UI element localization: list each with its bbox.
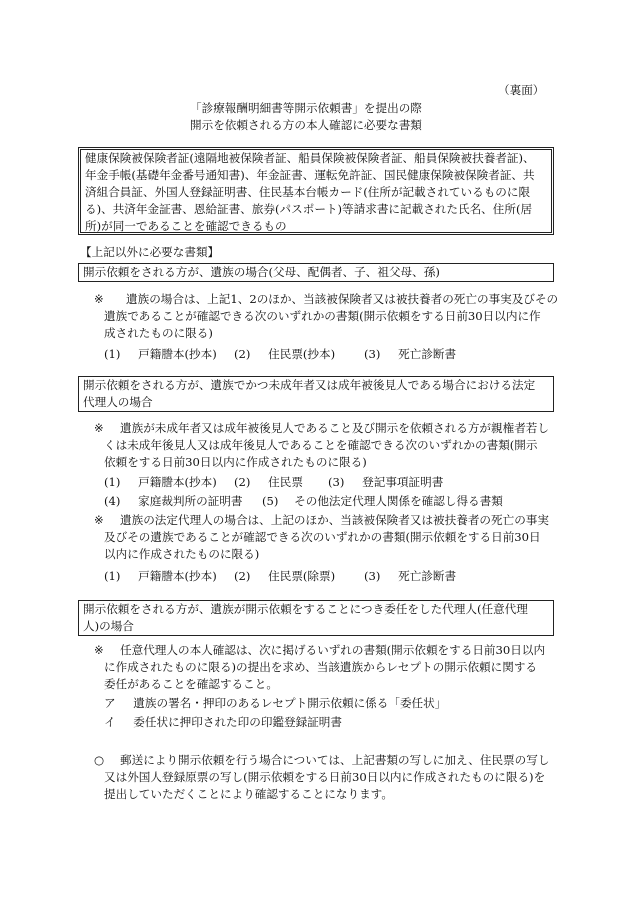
list-item [364, 346, 456, 363]
list-item [234, 568, 335, 585]
item-mark: イ [104, 715, 116, 729]
section1-heading: 開示依頼をされる方が、遺族の場合(父母、配偶者、子、祖父母、孫) [83, 265, 440, 279]
item-label: 死亡診断書 [398, 347, 457, 361]
additional-documents-heading: 【上記以外に必要な書類】 [80, 245, 220, 259]
list-item [104, 474, 217, 491]
page-title-line2: 開示を依頼される方の本人確認に必要な書類 [190, 118, 422, 132]
note-mark: ※ [94, 643, 104, 657]
id-documents-line: 済組合員証、外国人登録証明書、住民基本台帳カード(住所が記載されているものに限 [85, 185, 531, 199]
section3-heading-line: 開示依頼をされる方が、遺族が開示依頼をすることにつき委任をした代理人(任意代理 [83, 602, 528, 616]
item-number: (3) [364, 347, 381, 361]
section1-note-line: 成されたものに限る) [104, 326, 213, 340]
item-number: (3) [364, 569, 381, 583]
section2-note1-line: くは未成年後見人又は成年後見人であることを確認できる次のいずれかの書類(開示 [104, 438, 538, 452]
item-label: 戸籍謄本(抄本) [138, 569, 217, 583]
item-number: (2) [234, 347, 251, 361]
item-number: (1) [104, 347, 121, 361]
item-label: 戸籍謄本(抄本) [138, 475, 217, 489]
section3-heading-line: 人)の場合 [83, 619, 134, 633]
section2-note1-line: 依頼をする日前30日以内に作成されたものに限る) [104, 455, 367, 469]
list-item [328, 474, 443, 491]
section2-note2-line: 遺族の法定代理人の場合は、上記のほか、当該被保険者又は被扶養者の死亡の事実 [120, 513, 549, 527]
item-number: (3) [328, 475, 345, 489]
item-label: 委任状に押印された印の印鑑登録証明書 [133, 715, 342, 729]
list-item [104, 493, 242, 510]
page-title-line1: 「診療報酬明細書等開示依頼書」を提出の際 [190, 101, 422, 115]
section2-heading-line: 開示依頼をされる方が、遺族でかつ未成年者又は成年被後見人である場合における法定 [83, 378, 536, 392]
item-number: (1) [104, 569, 121, 583]
circle-mark: ○ [94, 753, 105, 767]
item-number: (1) [104, 475, 121, 489]
item-label: 死亡診断書 [398, 569, 457, 583]
section3-note-line: 任意代理人の本人確認は、次に掲げるいずれの書類(開示依頼をする日前30日以内 [120, 643, 546, 657]
list-item [234, 474, 303, 491]
id-documents-line: 年金手帳(基礎年金番号通知書)、年金証書、運転免許証、国民健康保険被保険者証、共 [85, 168, 535, 182]
item-label: 家庭裁判所の証明書 [138, 494, 243, 508]
list-item [104, 568, 217, 585]
list-item [364, 568, 456, 585]
mail-note-line: 郵送により開示依頼を行う場合については、上記書類の写しに加え、住民票の写し [120, 753, 550, 767]
item-label: 住民票 [268, 475, 303, 489]
note-mark: ※ [94, 421, 104, 435]
section2-note1-line: 遺族が未成年者又は成年被後見人であること及び開示を依頼される方が親権者若し [120, 421, 549, 435]
item-label: 登記事項証明書 [362, 475, 444, 489]
list-item [104, 346, 217, 363]
list-item [104, 695, 446, 712]
item-number: (2) [234, 569, 251, 583]
section2-note2-line: 及びその遺族であることが確認できる次のいずれかの書類(開示依頼をする日前30日 [104, 530, 541, 544]
note-mark: ※ [94, 513, 104, 527]
section1-note-line: 遺族の場合は、上記1、2のほか、当該被保険者又は被扶養者の死亡の事実及びその [126, 292, 559, 306]
list-item [234, 346, 335, 363]
item-label: 住民票(除票) [268, 569, 336, 583]
section3-note-line: に作成されたものに限る)の提出を求め、当該遺族からレセプトの開示依頼に関する [104, 660, 538, 674]
mail-note-line: 提出していただくことにより確認することになります。 [104, 787, 393, 801]
mail-note-line: 又は外国人登録原票の写し(開示依頼をする日前30日以内に作成されたものに限る)を [104, 770, 546, 784]
id-documents-line: 健康保険被保険者証(遠隔地被保険者証、船員保険被保険者証、船員保険被扶養者証)、 [85, 151, 535, 165]
item-mark: ア [104, 696, 116, 710]
id-documents-line: 所)が同一であることを確認できるもの [85, 219, 287, 233]
back-side-label: （裏面） [498, 83, 545, 97]
item-label: 戸籍謄本(抄本) [138, 347, 217, 361]
item-number: (2) [234, 475, 251, 489]
section2-note2-line: 以内に作成されたものに限る) [104, 547, 260, 561]
section1-note-line: 遺族であることが確認できる次のいずれかの書類(開示依頼をする日前30日以内に作 [104, 309, 541, 323]
list-item [262, 493, 503, 510]
section2-heading-line: 代理人の場合 [83, 395, 153, 409]
list-item [104, 714, 342, 731]
item-label: 遺族の署名・押印のあるレセプト開示依頼に係る「委任状」 [133, 696, 447, 710]
item-label: 住民票(抄本) [268, 347, 336, 361]
id-documents-line: る)、共済年金証書、恩給証書、旅券(パスポート)等請求書に記載された氏名、住所(居 [85, 202, 533, 216]
item-number: (5) [262, 494, 279, 508]
item-label: その他法定代理人関係を確認し得る書類 [294, 494, 503, 508]
section3-note-line: 委任があることを確認すること。 [104, 677, 278, 691]
note-mark: ※ [94, 292, 104, 306]
item-number: (4) [104, 494, 121, 508]
